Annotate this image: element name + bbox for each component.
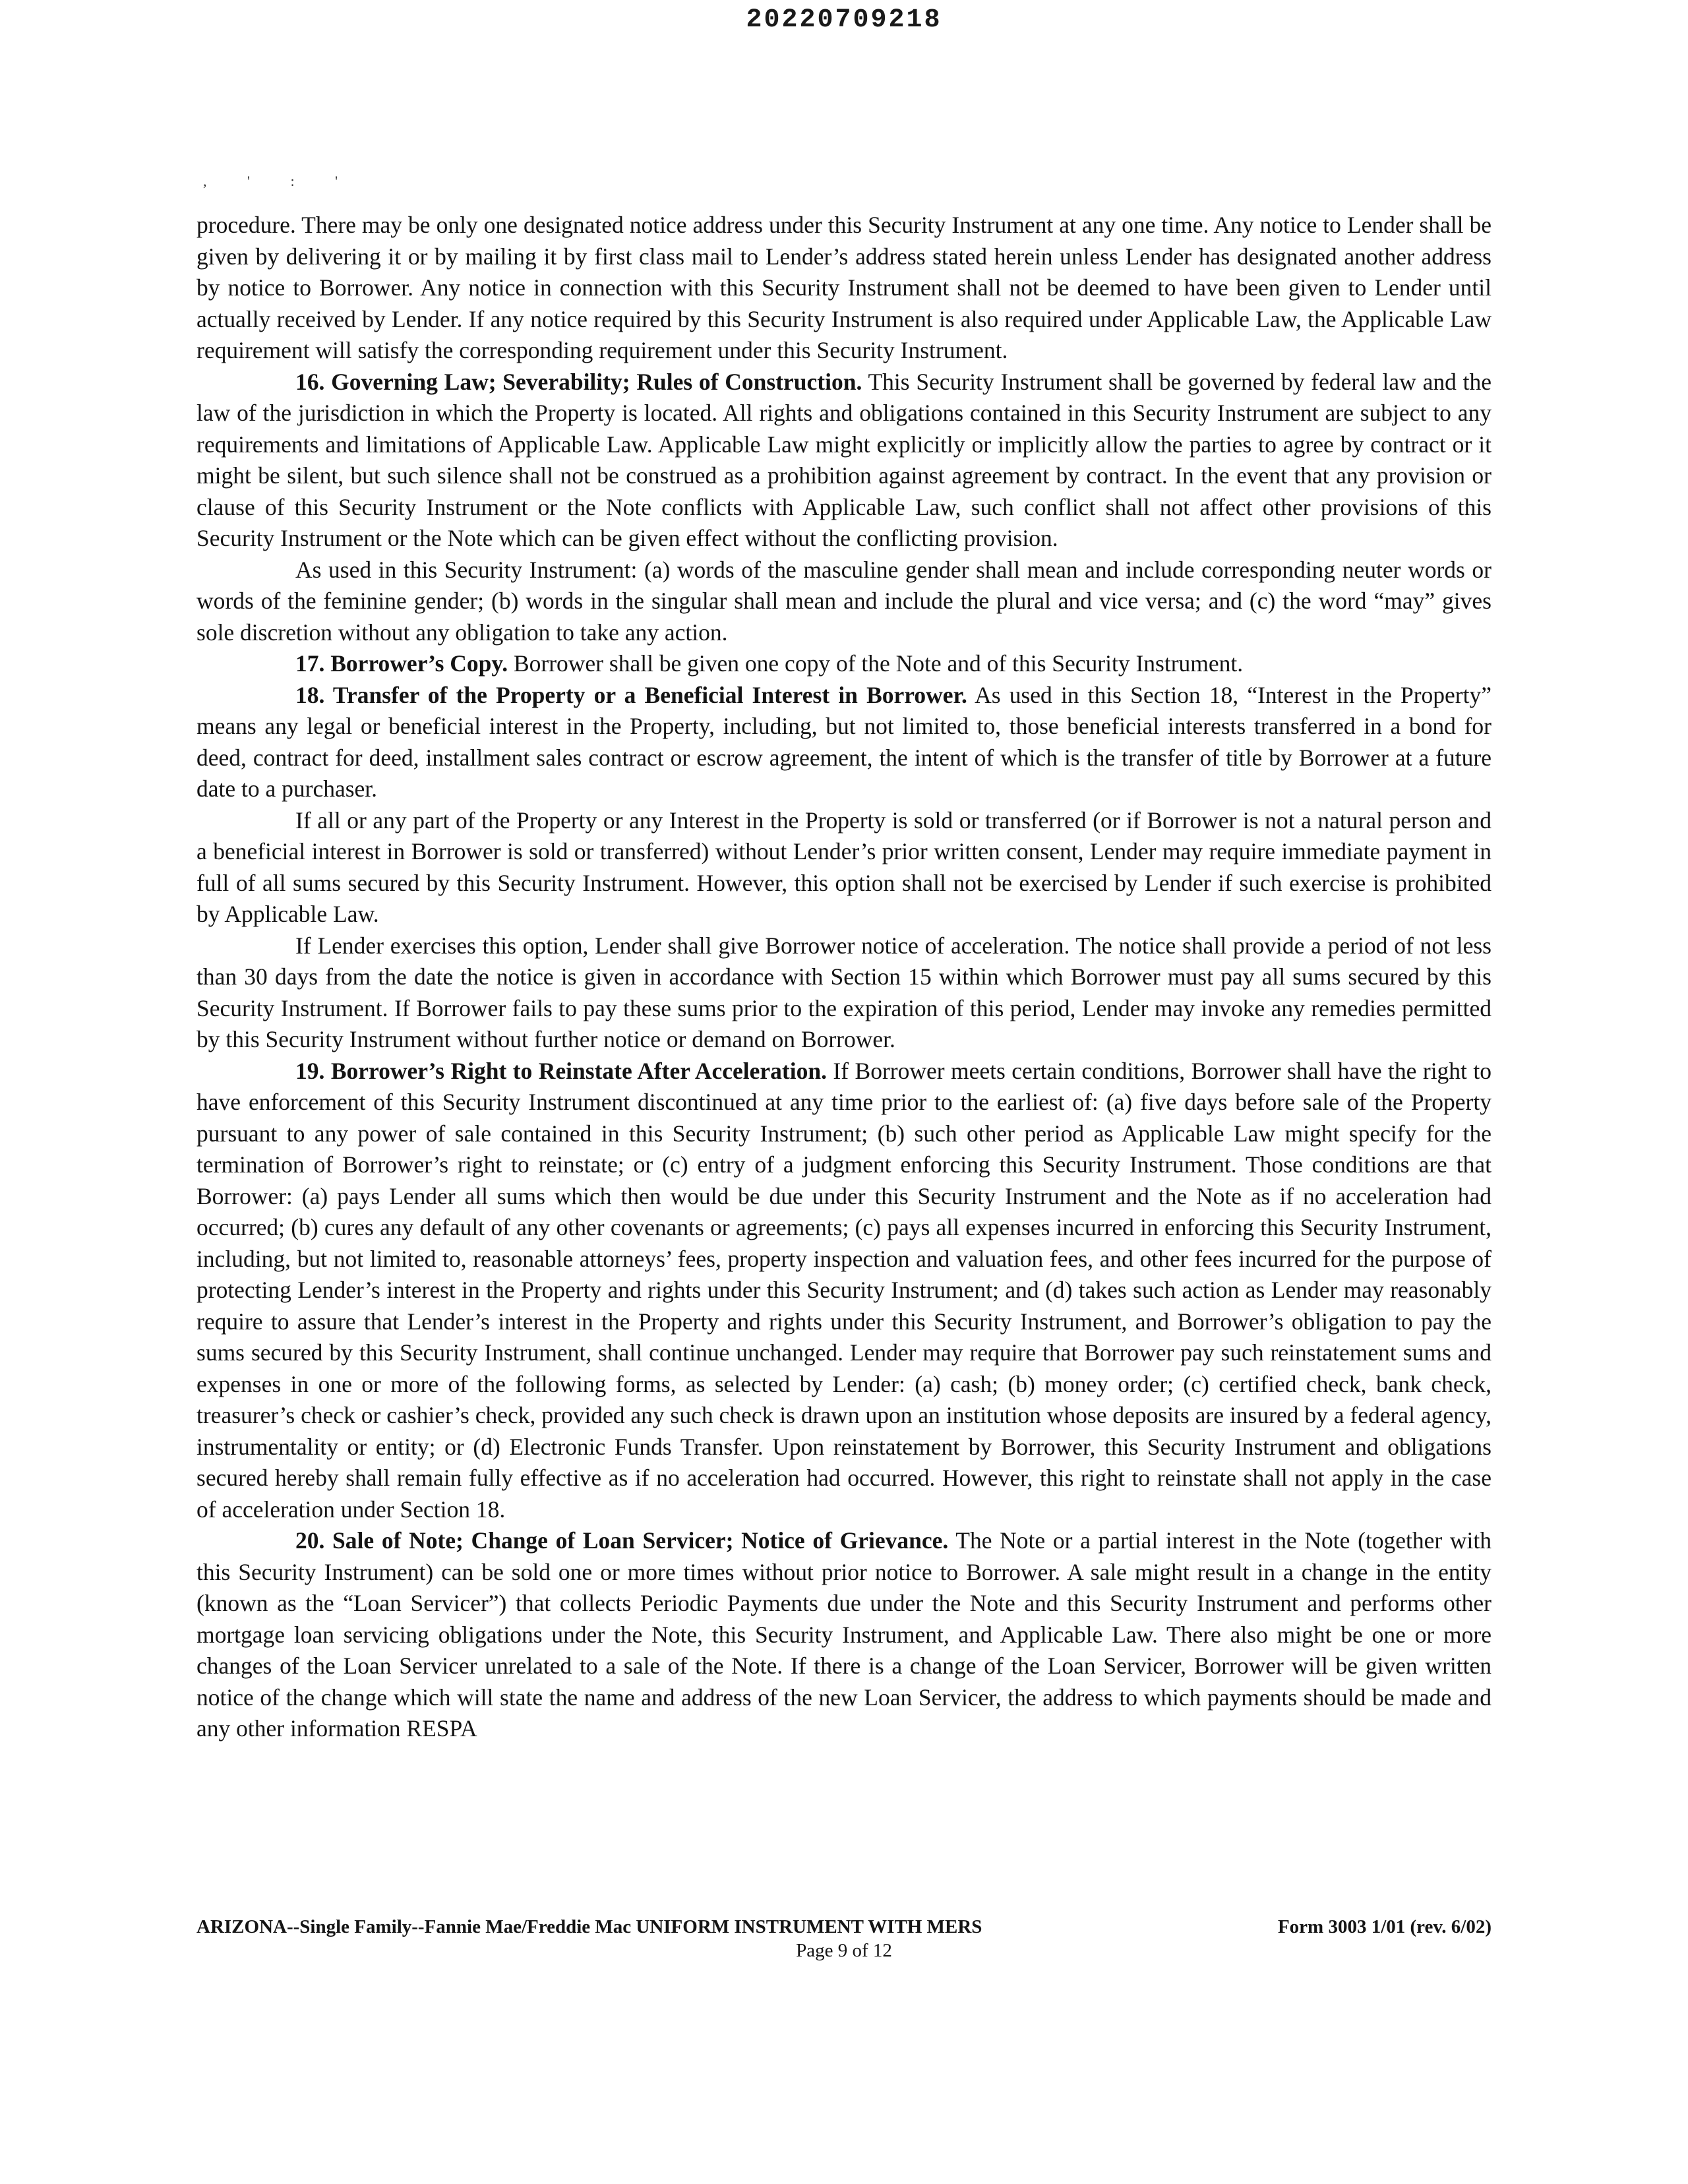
section-16-heading: 16. Governing Law; Severability; Rules of Construction. [295, 368, 862, 395]
section-17-text: Borrower shall be given one copy of the Note and of this Security Instrument. [508, 650, 1244, 677]
footer-state-line: ARIZONA--Single Family--Fannie Mae/Freddie Mac UNIFORM INSTRUMENT WITH MERS [196, 1916, 982, 1937]
section-18-paragraph-2: If all or any part of the Property or any Interest in the Property is sold or transferred (or if Borrower is not a natural person and a beneficial interest in Borrower is sold or transferred) without Lender’s prior written consent, Lender may require immediate payment in full of all sums secured by this Security Instrument. However, this option shall not be exercised by Lender if such exercise is prohibited by Applicable Law. [196, 806, 1492, 927]
section-18-paragraph-3: If Lender exercises this option, Lender shall give Borrower notice of acceleration. The notice shall provide a period of not less than 30 days from the date the notice is given in accordance with Section 15 within which Borrower must pay all sums secured by this Security Instrument. If Borrower fails to pay these sums prior to the expiration of this period, Lender may invoke any remedies permitted by this Security Instrument without further notice or demand on Borrower. [196, 932, 1492, 1052]
section-16-text: This Security Instrument shall be governed by federal law and the law of the jurisdiction in which the Property is located. All rights and obligations contained in this Security Instrument are subject to any requirements and limitations of Applicable Law. Applicable Law might explicitly or implicitly allow the parties to agree by contract or it might be silent, but such silence shall not be construed as a prohibition against agreement by contract. In the event that any provision or clause of this Security Instrument or the Note conflicts with Applicable Law, such conflict shall not affect other provisions of this Security Instrument or the Note which can be given effect without the conflicting provision. [196, 368, 1492, 551]
paragraph-notice-continued: procedure. There may be only one designated notice address under this Security Instrument at any one time. Any notice to Lender shall be given by delivering it or by mailing it by first class mail to Lender’s address stated herein unless Lender has designated another address by notice to Borrower. Any notice in connection with this Security Instrument shall not be deemed to have been given to Lender until actually received by Lender. If any notice required by this Security Instrument is also required under Applicable Law, the Applicable Law requirement will satisfy the corresponding requirement under this Security Instrument. [196, 212, 1492, 363]
section-18-heading: 18. Transfer of the Property or a Beneficial Interest in Borrower. [295, 681, 967, 708]
document-body [196, 210, 1492, 1745]
section-18 [196, 680, 1492, 805]
section-17-heading: 17. Borrower’s Copy. [295, 650, 508, 677]
page-number: Page 9 of 12 [796, 1940, 892, 1961]
section-17 [196, 648, 1492, 680]
section-19 [196, 1056, 1492, 1526]
section-20-text: The Note or a partial interest in the Note (together with this Security Instrument) can be sold one or more times without prior notice to Borrower. A sale might result in a change in the entity (known as the “Loan Servicer”) that collects Periodic Payments due under the Note and this Security Instrument and performs other mortgage loan servicing obligations under the Note, this Security Instrument, and Applicable Law. There also might be one or more changes of the Loan Servicer unrelated to a sale of the Note. If there is a change of the Loan Servicer, Borrower will be given written notice of the change which will state the name and address of the new Loan Servicer, the address to which payments should be made and any other information RESPA [196, 1527, 1492, 1742]
footer-form-number: Form 3003 1/01 (rev. 6/02) [1277, 1916, 1492, 1937]
section-20 [196, 1525, 1492, 1745]
section-19-heading: 19. Borrower’s Right to Reinstate After Acceleration. [295, 1057, 827, 1084]
form-footer [196, 1915, 1492, 1962]
section-20-heading: 20. Sale of Note; Change of Loan Servicer; Notice of Grievance. [295, 1527, 949, 1554]
section-18-text: As used in this Section 18, “Interest in the Property” means any legal or beneficial interest in the Property, including, but not limited to, those beneficial interests transferred in a bond for deed, contract for deed, installment sales contract or escrow agreement, the intent of which is the transfer of title by Borrower at a future date to a purchaser. [196, 681, 1492, 802]
recording-number: 20220709218 [746, 5, 942, 35]
section-19-text: If Borrower meets certain conditions, Borrower shall have the right to have enforcement of this Security Instrument discontinued at any time prior to the earliest of: (a) five days before sale of the Property pursuant to any power of sale contained in this Security Instrument; (b) such other period as Applicable Law might specify for the termination of Borrower’s right to reinstate; or (c) entry of a judgment enforcing this Security Instrument. Those conditions are that Borrower: (a) pays Lender all sums which then would be due under this Security Instrument and the Note as if no acceleration had occurred; (b) cures any default of any other covenants or agreements; (c) pays all expenses incurred in enforcing this Security Instrument, including, but not limited to, reasonable attorneys’ fees, property inspection and valuation fees, and other fees incurred for the purpose of protecting Lender’s interest in the Property and rights under this Security Instrument; and (d) takes such action as Lender may reasonably require to assure that Lender’s interest in the Property and rights under this Security Instrument, and Borrower’s obligation to pay the sums secured by this Security Instrument, shall continue unchanged. Lender may require that Borrower pay such reinstatement sums and expenses in one or more of the following forms, as selected by Lender: (a) cash; (b) money order; (c) certified check, bank check, treasurer’s check or cashier’s check, provided any such check is drawn upon an institution whose deposits are insured by a federal agency, instrumentality or entity; or (d) Electronic Funds Transfer. Upon reinstatement by Borrower, this Security Instrument and obligations secured hereby shall remain fully effective as if no acceleration had occurred. However, this right to reinstate shall not apply in the case of acceleration under Section 18. [196, 1057, 1492, 1523]
section-16-paragraph-2: As used in this Security Instrument: (a) words of the masculine gender shall mean and include corresponding neuter words or words of the feminine gender; (b) words in the singular shall mean and include the plural and vice versa; and (c) the word “may” gives sole discretion without any obligation to take any action. [196, 556, 1492, 646]
section-16 [196, 367, 1492, 555]
scan-marks: , ' : ' [203, 173, 357, 189]
